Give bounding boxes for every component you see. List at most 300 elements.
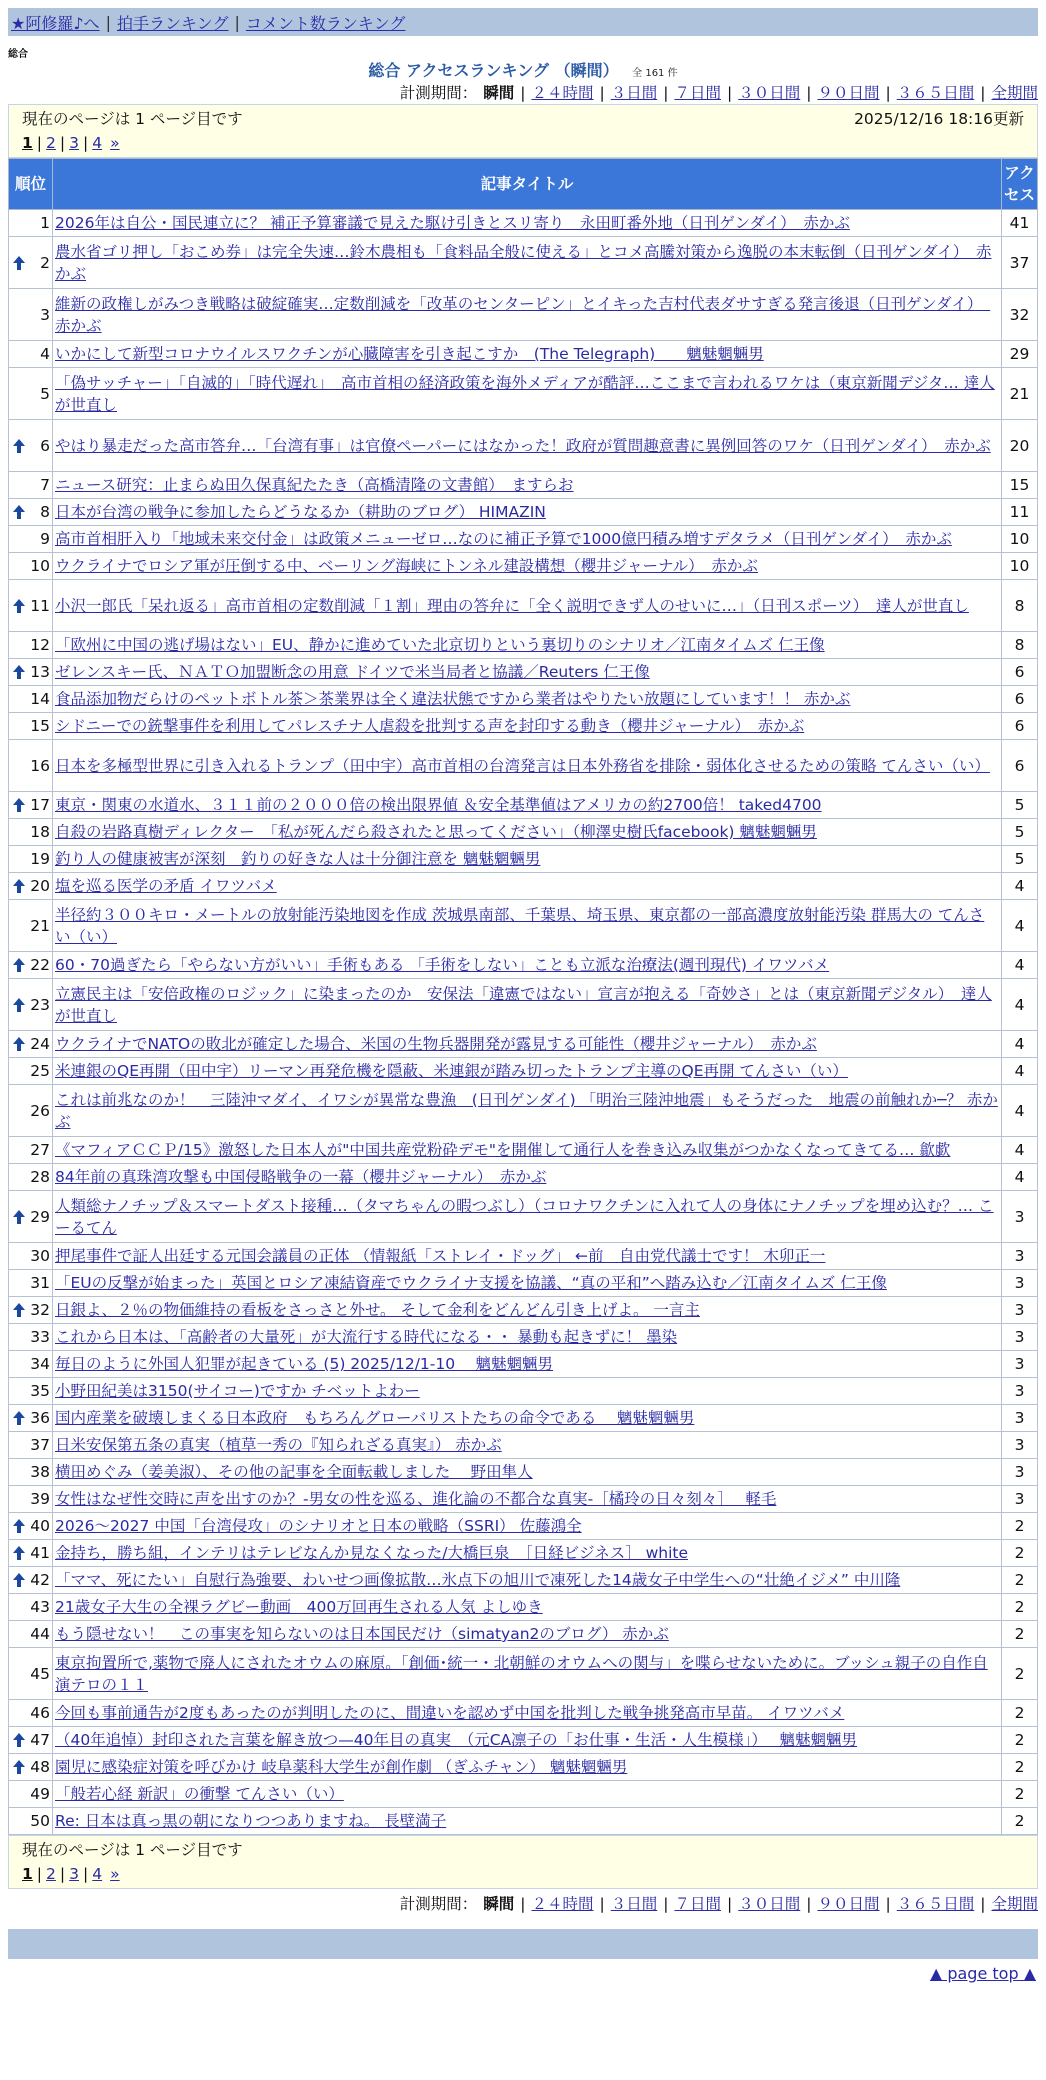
rank-number: 12: [30, 636, 50, 654]
access-count: 8: [1002, 580, 1038, 632]
period-link[interactable]: ９０日間: [817, 1895, 880, 1913]
article-link[interactable]: 今回も事前通告が2度もあったのが判明したのに、間違いを認めず中国を批判した戦争挑発高市早苗。 イワツバメ: [55, 1704, 845, 1722]
title-cell: [53, 1405, 1002, 1432]
access-count: 29: [1002, 341, 1038, 368]
up-arrow-icon: [13, 1546, 25, 1560]
rank-header: 順位: [9, 159, 53, 210]
article-link[interactable]: やはり暴走だった高市答弁…「台湾有事」は官僚ペーパーにはなかった！政府が質問趣意書に異例回答のワケ（日刊ゲンダイ） 赤かぶ: [55, 436, 991, 455]
article-link[interactable]: 国内産業を破壊しまくる日本政府 もちろんグローバリストたちの命令である 魑魅魍魎男: [55, 1409, 695, 1427]
access-count: 2: [1002, 1754, 1038, 1781]
rank-number: 48: [30, 1758, 50, 1776]
table-row: [9, 792, 1038, 819]
access-count: 2: [1002, 1567, 1038, 1594]
title-cell: [53, 740, 1002, 792]
period-current: 瞬間: [483, 1895, 515, 1913]
article-link[interactable]: 横田めぐみ（姜美淑）、その他の記事を全面転載しました 野田隼人: [55, 1463, 533, 1481]
table-row: [9, 1594, 1038, 1621]
rank-cell: [9, 873, 53, 900]
page-top-link[interactable]: ▲ page top ▲: [929, 1964, 1036, 1983]
title-cell: [53, 1378, 1002, 1405]
rank-cell: [9, 1621, 53, 1648]
rank-number: 19: [30, 850, 50, 868]
access-count: 3: [1002, 1486, 1038, 1513]
page-link[interactable]: 3: [69, 1865, 80, 1883]
rank-number: 31: [30, 1274, 50, 1292]
up-arrow-icon: [13, 1519, 25, 1533]
access-count: 2: [1002, 1594, 1038, 1621]
title-cell: [53, 1351, 1002, 1378]
rank-cell: [9, 210, 53, 237]
access-count: 3: [1002, 1351, 1038, 1378]
table-row: [9, 900, 1038, 952]
page-current: 1: [22, 134, 33, 152]
access-count: 4: [1002, 1085, 1038, 1137]
article-link[interactable]: 東京・関東の水道水、３１１前の２０００倍の検出限界値 ＆安全基準値はアメリカの約2700倍！ taked4700: [55, 796, 822, 814]
page-link[interactable]: 3: [69, 134, 80, 152]
article-link[interactable]: 《マフィアＣＣＰ/15》激怒した日本人が"中国共産党粉砕デモ"を開催して通行人を巻き込み収集がつかなくなってきてる… 歙歔: [55, 1141, 951, 1159]
title-cell: [53, 1567, 1002, 1594]
period-separator: |: [663, 84, 669, 102]
article-link[interactable]: ウクライナでNATOの敗北が確定した場合、米国の生物兵器開発が露見する可能性（櫻井ジャーナル） 赤かぶ: [55, 1035, 817, 1053]
up-arrow-icon: [13, 665, 25, 679]
page-separator: |: [83, 134, 89, 152]
access-count: 4: [1002, 873, 1038, 900]
rank-cell: [9, 1486, 53, 1513]
rank-cell: [9, 1058, 53, 1085]
total-count: 全 161 件: [632, 68, 678, 79]
article-link[interactable]: 園児に感染症対策を呼びかけ 岐阜薬科大学生が創作劇 （ぎふチャン） 魑魅魍魎男: [55, 1758, 628, 1776]
rank-cell: [9, 632, 53, 659]
article-link[interactable]: ゼレンスキー氏、ＮＡＴＯ加盟断念の用意 ドイツで米当局者と協議／Reuters 仁王像: [55, 663, 650, 681]
table-row: [9, 1459, 1038, 1486]
period-label: 計測期間：: [399, 1895, 478, 1913]
period-link[interactable]: ９０日間: [817, 84, 880, 102]
access-count: 21: [1002, 368, 1038, 420]
rank-cell: [9, 1031, 53, 1058]
period-link[interactable]: ３０日間: [738, 84, 801, 102]
access-count: 3: [1002, 1378, 1038, 1405]
period-separator: |: [520, 84, 526, 102]
rank-cell: [9, 713, 53, 740]
rank-number: 45: [30, 1664, 50, 1683]
rank-cell: [9, 1700, 53, 1727]
table-row: [9, 420, 1038, 472]
up-arrow-icon: [13, 1303, 25, 1317]
comment-ranking-link[interactable]: コメント数ランキング: [245, 13, 406, 33]
table-row: [9, 819, 1038, 846]
title-cell: [53, 1808, 1002, 1835]
page-title: [8, 60, 1038, 82]
rank-cell: [9, 1085, 53, 1137]
rank-cell: [9, 1540, 53, 1567]
table-row: [9, 632, 1038, 659]
pager-top: [8, 104, 1038, 158]
page-link[interactable]: 2: [46, 1865, 56, 1883]
table-row: [9, 1378, 1038, 1405]
article-link[interactable]: 2026～2027 中国「台湾侵攻」のシナリオと日本の戦略（SSRI） 佐藤鴻全: [55, 1517, 582, 1535]
access-count: 15: [1002, 472, 1038, 499]
table-row: [9, 740, 1038, 792]
up-arrow-icon: [13, 879, 25, 893]
rank-cell: [9, 526, 53, 553]
article-link[interactable]: 東京拘置所で,薬物で廃人にされたオウムの麻原。「創価･統一・北朝鮮のオウムへの関与」を喋らせないために。ブッシュ親子の自作自演テロの１１: [55, 1653, 988, 1694]
footer-bar: [8, 1929, 1038, 1959]
access-count: 10: [1002, 526, 1038, 553]
table-row: [9, 873, 1038, 900]
rank-number: 34: [30, 1355, 50, 1373]
rank-number: 21: [30, 916, 50, 935]
title-cell: [53, 210, 1002, 237]
period-link[interactable]: ３０日間: [738, 1895, 801, 1913]
access-count: 3: [1002, 1405, 1038, 1432]
rank-cell: [9, 1243, 53, 1270]
table-row: [9, 686, 1038, 713]
rank-number: 35: [30, 1382, 50, 1400]
title-cell: [53, 1513, 1002, 1540]
rank-number: 13: [30, 663, 50, 681]
access-count: 2: [1002, 1621, 1038, 1648]
article-link[interactable]: 米連銀のQE再開（田中宇）リーマン再発危機を隠蔽、米連銀が踏み切ったトランプ主導のQE再開 てんさい（い）: [55, 1062, 848, 1080]
article-link[interactable]: もう隠せない！ この事実を知らないのは日本国民だけ（simatyan2のブログ） 赤かぶ: [55, 1625, 669, 1643]
article-link[interactable]: 小野田紀美は3150(サイコー)ですか チベットよわー: [55, 1382, 420, 1400]
rank-cell: [9, 289, 53, 341]
rank-cell: [9, 952, 53, 979]
table-row: [9, 1648, 1038, 1700]
rank-cell: [9, 1270, 53, 1297]
period-separator: |: [980, 84, 986, 102]
table-row: [9, 1808, 1038, 1835]
rank-number: 14: [30, 690, 50, 708]
period-link[interactable]: ２４時間: [531, 84, 594, 102]
access-count: 2: [1002, 1781, 1038, 1808]
rank-cell: [9, 1781, 53, 1808]
period-link[interactable]: ３６５日間: [896, 84, 975, 102]
access-count: 6: [1002, 740, 1038, 792]
table-row: [9, 341, 1038, 368]
title-cell: [53, 1727, 1002, 1754]
table-row: [9, 1727, 1038, 1754]
access-count: 11: [1002, 499, 1038, 526]
table-row: [9, 1270, 1038, 1297]
table-row: [9, 1540, 1038, 1567]
rank-number: 32: [30, 1301, 50, 1319]
article-link[interactable]: 日本を多極型世界に引き入れるトランプ（田中宇）高市首相の台湾発言は日本外務省を排除・弱体化させるための策略 てんさい（い）: [55, 756, 990, 775]
table-row: [9, 1513, 1038, 1540]
up-arrow-icon: [13, 958, 25, 972]
title-cell: [53, 979, 1002, 1031]
title-cell: [53, 1270, 1002, 1297]
page-link[interactable]: 4: [92, 1865, 103, 1883]
title-cell: [53, 1459, 1002, 1486]
page-link[interactable]: 2: [46, 134, 56, 152]
title-cell: [53, 1621, 1002, 1648]
period-label: 計測期間：: [399, 84, 478, 102]
article-link[interactable]: 日銀よ、２％の物価維持の看板をさっさと外せ。 そして金利をどんどん引き上げよ。 一言主: [55, 1301, 700, 1319]
rank-number: 38: [30, 1463, 50, 1481]
rank-cell: [9, 1567, 53, 1594]
rank-number: 36: [30, 1409, 50, 1427]
access-count: 20: [1002, 420, 1038, 472]
access-count: 2: [1002, 1727, 1038, 1754]
article-link[interactable]: 自殺の岩路真樹ディレクター 「私が死んだら殺されたと思ってください」（柳澤史樹氏facebook) 魑魅魍魎男: [55, 823, 817, 841]
period-link[interactable]: ３日間: [610, 1895, 658, 1913]
title-cell: [53, 1781, 1002, 1808]
title-cell: [53, 1058, 1002, 1085]
rank-number: 15: [30, 717, 50, 735]
rank-cell: [9, 1191, 53, 1243]
title-cell: [53, 1297, 1002, 1324]
article-link[interactable]: 60・70過ぎたら「やらない方がいい」手術もある 「手術をしない」ことも立派な治療法(週刊現代) イワツバメ: [55, 956, 830, 974]
table-row: [9, 1137, 1038, 1164]
rank-number: 44: [30, 1625, 50, 1643]
access-count: 8: [1002, 632, 1038, 659]
rank-number: 1: [40, 214, 50, 232]
rank-cell: [9, 979, 53, 1031]
table-row: [9, 210, 1038, 237]
article-link[interactable]: 小沢一郎氏「呆れ返る」高市首相の定数削減「１割」理由の答弁に「全く説明できず人のせいに…」（日刊スポーツ） 達人が世直し: [55, 596, 969, 615]
home-link[interactable]: ★阿修羅♪へ: [11, 13, 100, 33]
rank-number: 50: [30, 1812, 50, 1830]
ranking-table: [8, 158, 1038, 1835]
table-header-row: [9, 159, 1038, 210]
rank-number: 29: [30, 1207, 50, 1226]
rank-cell: [9, 341, 53, 368]
up-arrow-icon: [13, 998, 25, 1012]
article-link[interactable]: 人類総ナノチップ＆スマートダスト接種…（タマちゃんの暇つぶし）（コロナワクチンに入れて人の身体にナノチップを埋め込む？… こーるてん: [55, 1196, 994, 1237]
rank-cell: [9, 1378, 53, 1405]
period-link[interactable]: ７日間: [674, 1895, 721, 1913]
title-cell: [53, 580, 1002, 632]
article-link[interactable]: 「般若心経 新訳」の衝撃 てんさい（い）: [55, 1785, 344, 1803]
title-cell: [53, 1486, 1002, 1513]
rank-cell: [9, 1137, 53, 1164]
title-cell: [53, 1754, 1002, 1781]
rank-cell: [9, 900, 53, 952]
article-link[interactable]: （40年追悼）封印された言葉を解き放つ—40年目の真実 （元CA凛子の「お仕事・生活・人生模様」） 魑魅魍魎男: [55, 1731, 858, 1749]
article-link[interactable]: 「偽サッチャー」「自滅的」「時代遅れ」 高市首相の経済政策を海外メディアが酷評…ここまで言われるワケは（東京新聞デジタ… 達人が世直し: [55, 373, 995, 414]
up-arrow-icon: [13, 599, 25, 613]
table-row: [9, 1031, 1038, 1058]
table-row: [9, 1621, 1038, 1648]
table-row: [9, 952, 1038, 979]
table-row: [9, 553, 1038, 580]
period-link[interactable]: ３日間: [610, 84, 658, 102]
period-separator: |: [885, 1895, 891, 1913]
rank-cell: [9, 1648, 53, 1700]
period-separator: |: [599, 84, 605, 102]
table-row: [9, 526, 1038, 553]
page-title-text: 総合 アクセスランキング （瞬間）: [368, 61, 619, 80]
title-cell: [53, 1164, 1002, 1191]
access-count: 4: [1002, 1164, 1038, 1191]
table-row: [9, 1164, 1038, 1191]
title-cell: [53, 1594, 1002, 1621]
rank-cell: [9, 686, 53, 713]
rank-number: 11: [30, 596, 50, 615]
title-cell: [53, 1648, 1002, 1700]
rank-number: 37: [30, 1436, 50, 1454]
article-link[interactable]: 高市首相肝入り「地域未来交付金」は政策メニューゼロ…なのに補正予算で1000億円積み増すデタラメ（日刊ゲンダイ） 赤かぶ: [55, 530, 952, 548]
rank-cell: [9, 846, 53, 873]
article-link[interactable]: Re: 日本は真っ黒の朝になりつつありますね。 長壁満子: [55, 1812, 447, 1830]
table-row: [9, 580, 1038, 632]
article-link[interactable]: 釣り人の健康被害が深刻 釣りの好きな人は十分御注意を 魑魅魍魎男: [55, 850, 541, 868]
rank-cell: [9, 1297, 53, 1324]
article-link[interactable]: 塩を巡る医学の矛盾 イワツバメ: [55, 877, 277, 895]
rank-cell: [9, 1754, 53, 1781]
page-link[interactable]: 4: [92, 134, 103, 152]
table-row: [9, 1432, 1038, 1459]
rank-number: 10: [30, 557, 50, 575]
rank-number: 30: [30, 1247, 50, 1265]
table-row: [9, 472, 1038, 499]
access-count: 3: [1002, 1324, 1038, 1351]
article-link[interactable]: 21歳女子大生の全裸ラグビー動画 400万回再生される人気 よしゆき: [55, 1598, 543, 1616]
article-link[interactable]: 「ママ、死にたい」自慰行為強要、わいせつ画像拡散…氷点下の旭川で凍死した14歳女子中学生への“壮絶イジメ” 中川隆: [55, 1571, 901, 1589]
title-cell: [53, 1243, 1002, 1270]
nav-separator: |: [105, 12, 111, 32]
title-cell: [53, 526, 1002, 553]
table-row: [9, 1243, 1038, 1270]
access-count: 3: [1002, 1270, 1038, 1297]
rank-number: 17: [30, 796, 50, 814]
article-link[interactable]: シドニーでの銃撃事件を利用してパレスチナ人虐殺を批判する声を封印する動き（櫻井ジャーナル） 赤かぶ: [55, 717, 805, 735]
title-cell: [53, 553, 1002, 580]
up-arrow-icon: [13, 1210, 25, 1224]
article-link[interactable]: 「欧州に中国の逃げ場はない」EU、静かに進めていた北京切りという裏切りのシナリオ／江南タイムズ 仁王像: [55, 636, 825, 654]
rank-number: 6: [40, 436, 50, 455]
period-link[interactable]: ３６５日間: [896, 1895, 975, 1913]
table-row: [9, 1405, 1038, 1432]
article-link[interactable]: 毎日のように外国人犯罪が起きている (5) 2025/12/1-10 魑魅魍魎男: [55, 1355, 554, 1373]
rank-cell: [9, 237, 53, 289]
title-cell: [53, 873, 1002, 900]
access-count: 41: [1002, 210, 1038, 237]
next-page-link[interactable]: »: [110, 134, 120, 152]
pagination: [22, 1862, 1024, 1886]
rank-number: 42: [30, 1571, 50, 1589]
pagination: [22, 131, 1024, 155]
period-link[interactable]: ２４時間: [531, 1895, 594, 1913]
title-cell: [53, 659, 1002, 686]
table-row: [9, 1486, 1038, 1513]
rank-number: 40: [30, 1517, 50, 1535]
rank-cell: [9, 1808, 53, 1835]
rank-number: 24: [30, 1035, 50, 1053]
rank-number: 25: [30, 1062, 50, 1080]
period-current: 瞬間: [483, 84, 515, 102]
access-count: 3: [1002, 1459, 1038, 1486]
article-link[interactable]: 立憲民主は「安倍政権のロジック」に染まったのか 安保法「違憲ではない」宣言が抱える「奇妙さ」とは（東京新聞デジタル） 達人が世直し: [55, 984, 992, 1025]
next-page-link[interactable]: »: [110, 1865, 120, 1883]
access-count: 6: [1002, 659, 1038, 686]
article-link[interactable]: これから日本は、「高齢者の大量死」が大流行する時代になる・・ 暴動も起きずに！ 墨染: [55, 1328, 678, 1346]
title-cell: [53, 237, 1002, 289]
article-link[interactable]: 農水省ゴリ押し「おこめ券」は完全失速…鈴木農相も「食料品全般に使える」とコメ高騰対策から逸脱の本末転倒（日刊ゲンダイ） 赤かぶ: [55, 242, 992, 283]
access-count: 4: [1002, 900, 1038, 952]
up-arrow-icon: [13, 1411, 25, 1425]
rank-cell: [9, 659, 53, 686]
access-count: 4: [1002, 1058, 1038, 1085]
rank-number: 39: [30, 1490, 50, 1508]
title-cell: [53, 1085, 1002, 1137]
page-separator: |: [36, 1865, 43, 1883]
rank-cell: [9, 472, 53, 499]
period-link[interactable]: ７日間: [674, 84, 721, 102]
rank-number: 3: [40, 305, 50, 324]
page-separator: |: [59, 1865, 66, 1883]
access-count: 6: [1002, 713, 1038, 740]
access-count: 5: [1002, 819, 1038, 846]
rank-cell: [9, 553, 53, 580]
table-row: [9, 1781, 1038, 1808]
rank-number: 49: [30, 1785, 50, 1803]
access-count: 4: [1002, 979, 1038, 1031]
article-link[interactable]: ウクライナでロシア軍が圧倒する中、ベーリング海峡にトンネル建設構想（櫻井ジャーナル） 赤かぶ: [55, 557, 758, 575]
period-separator: |: [885, 84, 891, 102]
access-count: 3: [1002, 1243, 1038, 1270]
current-page-text: 現在のページは 1 ページ目です: [22, 110, 243, 128]
rank-cell: [9, 499, 53, 526]
clap-ranking-link[interactable]: 拍手ランキング: [116, 13, 229, 33]
article-link[interactable]: 「EUの反撃が始まった」英国とロシア凍結資産でウクライナ支援を協議、“真の平和”へ踏み込む／江南タイムズ 仁王像: [55, 1274, 887, 1292]
article-link[interactable]: これは前兆なのか！ 三陸沖マダイ、イワシが異常な豊漁 (日刊ゲンダイ) 「明治三陸沖地震」もそうだった 地震の前触れか─？ 赤かぶ: [55, 1090, 998, 1131]
pager-bottom: [8, 1835, 1038, 1889]
period-selector: [8, 82, 1038, 104]
table-row: [9, 1058, 1038, 1085]
up-arrow-icon: [13, 1573, 25, 1587]
article-link[interactable]: 日本が台湾の戦争に参加したらどうなるか（耕助のブログ） HIMAZIN: [55, 503, 546, 521]
article-link[interactable]: 84年前の真珠湾攻撃も中国侵略戦争の一幕（櫻井ジャーナル） 赤かぶ: [55, 1168, 547, 1186]
access-count: 3: [1002, 1297, 1038, 1324]
article-link[interactable]: 維新の政権しがみつき戦略は破綻確実…定数削減を「改革のセンターピン」とイキった吉村代表ダサすぎる発言後退（日刊ゲンダイ） 赤かぶ: [55, 294, 991, 335]
article-link[interactable]: 日米安保第五条の真実（植草一秀の『知られざる真実』） 赤かぶ: [55, 1436, 502, 1454]
rank-cell: [9, 1727, 53, 1754]
table-row: [9, 1567, 1038, 1594]
table-row: [9, 659, 1038, 686]
period-link[interactable]: 全期間: [991, 84, 1038, 102]
article-link[interactable]: 金持ち，勝ち組，インテリはテレビなんか見なくなった/大橋巨泉 ［日経ビジネス］ white: [55, 1544, 689, 1562]
period-link[interactable]: 全期間: [991, 1895, 1038, 1913]
article-link[interactable]: いかにして新型コロナウイルスワクチンが心臓障害を引き起こすか (The Telegraph) 魑魅魍魎男: [55, 345, 764, 363]
rank-cell: [9, 1405, 53, 1432]
rank-number: 46: [30, 1704, 50, 1722]
title-cell: [53, 499, 1002, 526]
table-row: [9, 1700, 1038, 1727]
rank-number: 28: [30, 1168, 50, 1186]
page-separator: |: [59, 134, 66, 152]
rank-number: 8: [40, 503, 50, 521]
access-count: 5: [1002, 846, 1038, 873]
page-current: 1: [22, 1865, 33, 1883]
article-link[interactable]: ニュース研究：止まらぬ田久保真紀たたき（高橋清隆の文書館） ますらお: [55, 476, 574, 494]
page-separator: |: [83, 1865, 89, 1883]
article-link[interactable]: 押尾事件で証人出廷する元国会議員の正体 （情報紙「ストレイ・ドッグ」 ←前 自由党代議士です！ 木卯正一: [55, 1247, 826, 1265]
access-count: 2: [1002, 1513, 1038, 1540]
article-link[interactable]: 半径約３００キロ・メートルの放射能汚染地図を作成 茨城県南部、千葉県、埼玉県、東京都の一部高濃度放射能汚染 群馬大の てんさい（い）: [55, 905, 985, 946]
article-link[interactable]: 女性はなぜ性交時に声を出すのか？-男女の性を巡る、進化論の不都合な真実-［橘玲の日々刻々］ 軽毛: [55, 1490, 777, 1508]
page: [8, 0, 1038, 1985]
article-link[interactable]: 2026年は自公・国民連立に？ 補正予算審議で見えた駆け引きとスリ寄り 永田町番外地（日刊ゲンダイ） 赤かぶ: [55, 214, 850, 232]
access-count: 6: [1002, 686, 1038, 713]
rank-number: 22: [30, 956, 50, 974]
table-row: [9, 979, 1038, 1031]
rank-number: 4: [40, 345, 50, 363]
period-separator: |: [727, 84, 733, 102]
table-row: [9, 368, 1038, 420]
rank-number: 2: [40, 253, 50, 272]
article-link[interactable]: 食品添加物だらけのペットボトル茶＞茶業界は全く違法状態ですから業者はやりたい放題にしています！！ 赤かぶ: [55, 690, 851, 708]
